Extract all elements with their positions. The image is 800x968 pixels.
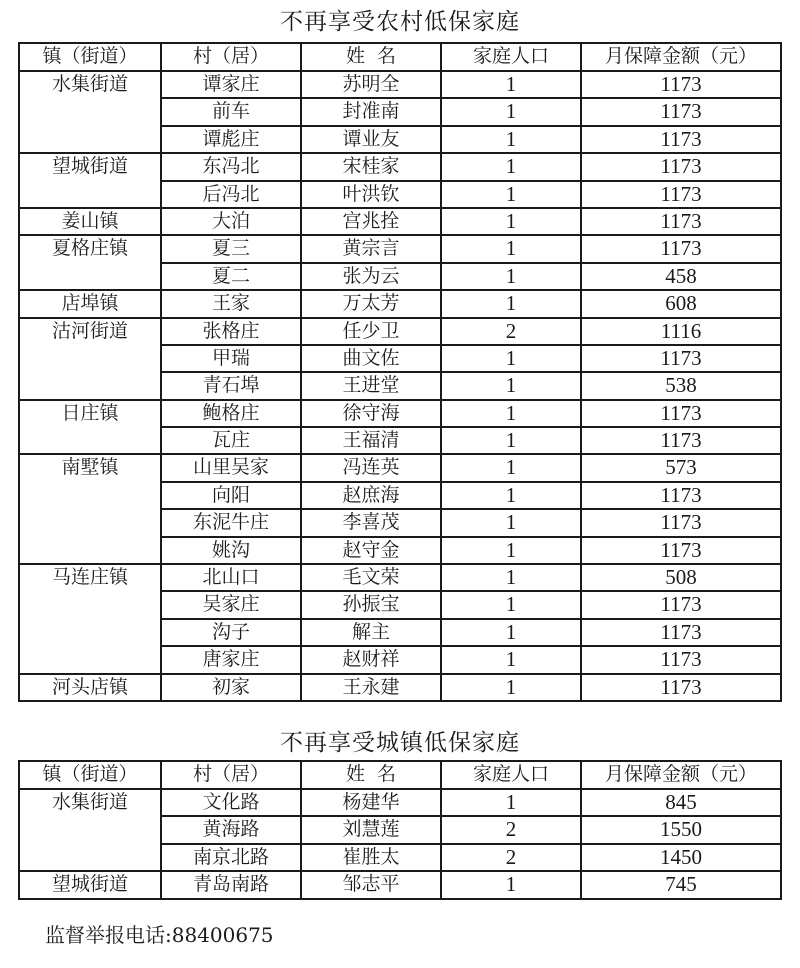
cell-name: 苏明全: [301, 71, 441, 98]
cell-household-size: 1: [441, 509, 581, 536]
cell-town: 日庄镇: [19, 400, 161, 455]
header-village: 村（居）: [161, 761, 301, 789]
cell-household-size: 1: [441, 619, 581, 646]
hotline-text: 监督举报电话:88400675: [45, 923, 274, 947]
cell-household-size: 1: [441, 564, 581, 591]
cell-monthly-amount: 1173: [581, 345, 781, 372]
cell-name: 毛文荣: [301, 564, 441, 591]
cell-household-size: 1: [441, 674, 581, 701]
header-monthly-amount: 月保障金额（元）: [581, 761, 781, 789]
cell-household-size: 1: [441, 646, 581, 673]
cell-monthly-amount: 1173: [581, 181, 781, 208]
cell-village: 谭家庄: [161, 71, 301, 98]
table-row: [19, 208, 781, 235]
cell-name: 崔胜太: [301, 844, 441, 871]
cell-household-size: 1: [441, 235, 581, 262]
cell-name: 张为云: [301, 263, 441, 290]
cell-household-size: 1: [441, 537, 581, 564]
cell-village: 青岛南路: [161, 871, 301, 898]
cell-town: 南墅镇: [19, 454, 161, 564]
cell-village: 初家: [161, 674, 301, 701]
cell-monthly-amount: 458: [581, 263, 781, 290]
cell-household-size: 1: [441, 400, 581, 427]
cell-name: 赵庶海: [301, 482, 441, 509]
cell-town: 望城街道: [19, 871, 161, 898]
cell-monthly-amount: 1550: [581, 816, 781, 843]
urban-table: [18, 760, 782, 900]
cell-monthly-amount: 745: [581, 871, 781, 898]
cell-name: 谭业友: [301, 126, 441, 153]
cell-name: 孙振宝: [301, 591, 441, 618]
cell-monthly-amount: 1173: [581, 646, 781, 673]
cell-household-size: 1: [441, 126, 581, 153]
cell-town: 水集街道: [19, 789, 161, 871]
table-row: [19, 290, 781, 317]
cell-name: 赵财祥: [301, 646, 441, 673]
cell-name: 万太芳: [301, 290, 441, 317]
cell-town: 水集街道: [19, 71, 161, 153]
rural-table-title: 不再享受农村低保家庭: [280, 9, 520, 35]
cell-village: 后冯北: [161, 181, 301, 208]
cell-household-size: 1: [441, 71, 581, 98]
cell-name: 黄宗言: [301, 235, 441, 262]
cell-monthly-amount: 573: [581, 454, 781, 481]
cell-monthly-amount: 1173: [581, 208, 781, 235]
header-household-size: 家庭人口: [441, 43, 581, 71]
cell-village: 姚沟: [161, 537, 301, 564]
cell-town: 店埠镇: [19, 290, 161, 317]
table-row: [19, 71, 781, 98]
cell-village: 沟子: [161, 619, 301, 646]
cell-name: 徐守海: [301, 400, 441, 427]
cell-household-size: 1: [441, 208, 581, 235]
urban-table-title: 不再享受城镇低保家庭: [280, 730, 520, 756]
cell-village: 甲瑞: [161, 345, 301, 372]
cell-household-size: 1: [441, 591, 581, 618]
cell-household-size: 1: [441, 454, 581, 481]
table-header-row: [19, 43, 781, 71]
cell-household-size: 1: [441, 427, 581, 454]
cell-name: 王福清: [301, 427, 441, 454]
cell-monthly-amount: 608: [581, 290, 781, 317]
cell-name: 杨建华: [301, 789, 441, 816]
cell-village: 山里吴家: [161, 454, 301, 481]
cell-name: 曲文佐: [301, 345, 441, 372]
cell-name: 邹志平: [301, 871, 441, 898]
cell-monthly-amount: 1173: [581, 537, 781, 564]
cell-village: 东冯北: [161, 153, 301, 180]
header-name: 姓 名: [301, 761, 441, 789]
cell-village: 前车: [161, 98, 301, 125]
cell-monthly-amount: 845: [581, 789, 781, 816]
table-row: [19, 153, 781, 180]
cell-name: 李喜茂: [301, 509, 441, 536]
cell-village: 夏二: [161, 263, 301, 290]
cell-name: 任少卫: [301, 318, 441, 345]
cell-village: 谭彪庄: [161, 126, 301, 153]
cell-monthly-amount: 1173: [581, 235, 781, 262]
header-town: 镇（街道）: [19, 43, 161, 71]
cell-household-size: 1: [441, 345, 581, 372]
cell-village: 瓦庄: [161, 427, 301, 454]
cell-village: 北山口: [161, 564, 301, 591]
header-household-size: 家庭人口: [441, 761, 581, 789]
cell-name: 宋桂家: [301, 153, 441, 180]
cell-name: 叶洪钦: [301, 181, 441, 208]
table-row: [19, 454, 781, 481]
cell-village: 东泥牛庄: [161, 509, 301, 536]
table-row: [19, 235, 781, 262]
cell-monthly-amount: 1173: [581, 153, 781, 180]
cell-village: 鲍格庄: [161, 400, 301, 427]
cell-household-size: 1: [441, 98, 581, 125]
cell-town: 望城街道: [19, 153, 161, 208]
cell-village: 南京北路: [161, 844, 301, 871]
cell-monthly-amount: 1173: [581, 619, 781, 646]
header-town: 镇（街道）: [19, 761, 161, 789]
cell-monthly-amount: 508: [581, 564, 781, 591]
cell-monthly-amount: 1173: [581, 674, 781, 701]
rural-table-body: [19, 71, 781, 701]
cell-village: 夏三: [161, 235, 301, 262]
cell-household-size: 1: [441, 789, 581, 816]
cell-household-size: 1: [441, 482, 581, 509]
cell-town: 夏格庄镇: [19, 235, 161, 290]
cell-village: 青石埠: [161, 372, 301, 399]
cell-village: 唐家庄: [161, 646, 301, 673]
cell-village: 文化路: [161, 789, 301, 816]
table-row: [19, 564, 781, 591]
table-row: [19, 400, 781, 427]
cell-household-size: 2: [441, 318, 581, 345]
cell-household-size: 1: [441, 871, 581, 898]
cell-monthly-amount: 1173: [581, 98, 781, 125]
cell-name: 赵守金: [301, 537, 441, 564]
cell-household-size: 2: [441, 844, 581, 871]
cell-town: 马连庄镇: [19, 564, 161, 674]
cell-household-size: 1: [441, 263, 581, 290]
cell-household-size: 2: [441, 816, 581, 843]
cell-monthly-amount: 1116: [581, 318, 781, 345]
cell-name: 王进堂: [301, 372, 441, 399]
cell-name: 解主: [301, 619, 441, 646]
cell-village: 张格庄: [161, 318, 301, 345]
cell-name: 王永建: [301, 674, 441, 701]
cell-household-size: 1: [441, 153, 581, 180]
header-village: 村（居）: [161, 43, 301, 71]
cell-town: 河头店镇: [19, 674, 161, 701]
cell-household-size: 1: [441, 290, 581, 317]
cell-name: 封准南: [301, 98, 441, 125]
urban-table-body: [19, 789, 781, 899]
cell-monthly-amount: 1173: [581, 71, 781, 98]
cell-monthly-amount: 1173: [581, 126, 781, 153]
table-row: [19, 318, 781, 345]
cell-monthly-amount: 1173: [581, 591, 781, 618]
cell-household-size: 1: [441, 181, 581, 208]
table-row: [19, 674, 781, 701]
rural-table: [18, 42, 782, 702]
cell-name: 刘慧莲: [301, 816, 441, 843]
cell-monthly-amount: 1173: [581, 400, 781, 427]
cell-monthly-amount: 1173: [581, 482, 781, 509]
cell-name: 宫兆拴: [301, 208, 441, 235]
cell-town: 沽河街道: [19, 318, 161, 400]
header-name: 姓 名: [301, 43, 441, 71]
cell-household-size: 1: [441, 372, 581, 399]
cell-monthly-amount: 1450: [581, 844, 781, 871]
cell-monthly-amount: 538: [581, 372, 781, 399]
cell-village: 向阳: [161, 482, 301, 509]
header-monthly-amount: 月保障金额（元）: [581, 43, 781, 71]
table-header-row: [19, 761, 781, 789]
cell-village: 王家: [161, 290, 301, 317]
cell-name: 冯连英: [301, 454, 441, 481]
cell-village: 大泊: [161, 208, 301, 235]
table-row: [19, 871, 781, 898]
cell-monthly-amount: 1173: [581, 427, 781, 454]
cell-village: 吴家庄: [161, 591, 301, 618]
cell-town: 姜山镇: [19, 208, 161, 235]
cell-monthly-amount: 1173: [581, 509, 781, 536]
table-row: [19, 789, 781, 816]
cell-village: 黄海路: [161, 816, 301, 843]
